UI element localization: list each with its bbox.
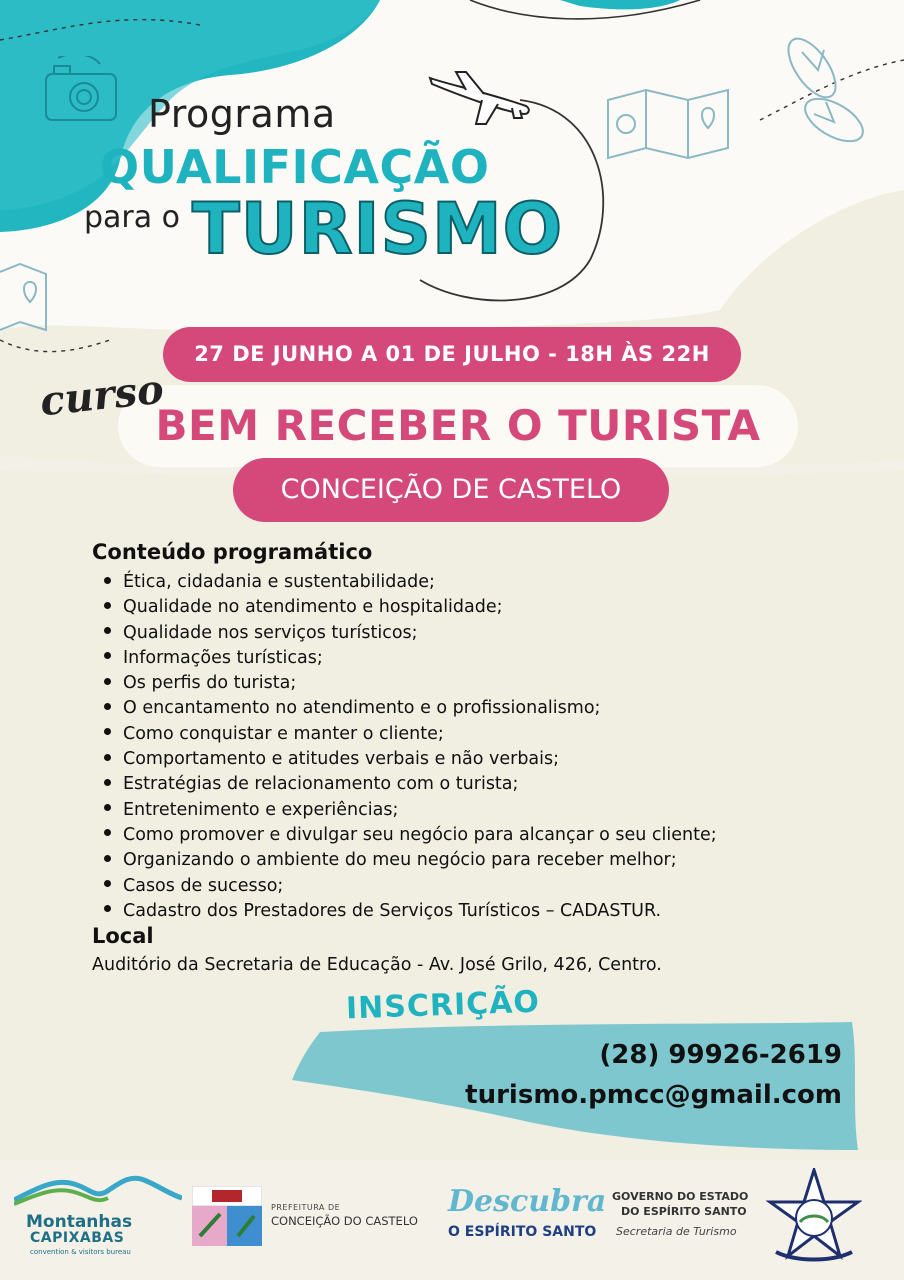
bullet-icon <box>104 905 111 912</box>
bullet-icon <box>104 779 111 786</box>
tourism-title: TURISMO <box>192 188 564 270</box>
list-item: O encantamento no atendimento e o profissionalismo; <box>104 696 717 721</box>
capixabas-text: CAPIXABAS <box>30 1230 125 1246</box>
list-item: Comportamento e atitudes verbais e não verbais; <box>104 747 717 772</box>
bullet-icon <box>104 678 111 685</box>
local-heading: Local <box>92 924 154 948</box>
airplane-icon <box>426 70 532 126</box>
qualification-title: QUALIFICAÇÃO <box>100 140 490 194</box>
content-heading: Conteúdo programático <box>92 540 373 564</box>
governo-line2: DO ESPÍRITO SANTO <box>621 1205 747 1218</box>
list-item: Entretenimento e experiências; <box>104 798 717 823</box>
map-icon <box>0 262 50 338</box>
state-coat-of-arms-icon <box>766 1168 862 1264</box>
map-icon <box>604 86 732 162</box>
program-label: Programa <box>148 92 336 136</box>
bullet-icon <box>104 627 111 634</box>
course-label: curso <box>37 365 166 426</box>
list-item: Como conquistar e manter o cliente; <box>104 722 717 747</box>
descubra-subtitle: O ESPÍRITO SANTO <box>448 1224 597 1240</box>
bullet-icon <box>104 728 111 735</box>
prefeitura-label: PREFEITURA DE <box>271 1203 341 1212</box>
convention-text: convention & visitors bureau <box>30 1248 131 1256</box>
secretaria-label: Secretaria de Turismo <box>616 1225 737 1238</box>
flip-flops-icon <box>780 30 866 152</box>
descubra-logo-text: Descubra <box>448 1184 607 1219</box>
montanhas-text: Montanhas <box>26 1212 133 1232</box>
municipal-coat-of-arms-icon <box>192 1186 262 1246</box>
bullet-icon <box>104 880 111 887</box>
bullet-icon <box>104 703 111 710</box>
prefeitura-name: CONCEIÇÃO DO CASTELO <box>271 1214 418 1228</box>
local-address: Auditório da Secretaria de Educação - Av. José Grilo, 426, Centro. <box>92 955 662 975</box>
camera-icon <box>40 56 122 128</box>
city-badge: CONCEIÇÃO DE CASTELO <box>233 458 669 522</box>
list-item: Informações turísticas; <box>104 646 717 671</box>
list-item: Qualidade nos serviços turísticos; <box>104 621 717 646</box>
para-o-label: para o <box>84 200 181 235</box>
bullet-icon <box>104 804 111 811</box>
bullet-icon <box>104 652 111 659</box>
content-list <box>104 570 717 924</box>
bullet-icon <box>104 577 111 584</box>
bullet-icon <box>104 855 111 862</box>
bullet-icon <box>104 829 111 836</box>
list-item: Estratégias de relacionamento com o turista; <box>104 772 717 797</box>
list-item: Qualidade no atendimento e hospitalidade; <box>104 595 717 620</box>
list-item: Os perfis do turista; <box>104 671 717 696</box>
list-item: Organizando o ambiente do meu negócio para receber melhor; <box>104 848 717 873</box>
date-time-badge: 27 DE JUNHO A 01 DE JULHO - 18H ÀS 22H <box>163 327 741 382</box>
bullet-icon <box>104 602 111 609</box>
list-item: Casos de sucesso; <box>104 874 717 899</box>
list-item: Cadastro dos Prestadores de Serviços Turísticos – CADASTUR. <box>104 899 717 924</box>
list-item: Como promover e divulgar seu negócio para alcançar o seu cliente; <box>104 823 717 848</box>
list-item: Ética, cidadania e sustentabilidade; <box>104 570 717 595</box>
course-title: BEM RECEBER O TURISTA <box>155 401 761 450</box>
contact-phone[interactable]: (28) 99926-2619 <box>599 1040 842 1070</box>
contact-email[interactable]: turismo.pmcc@gmail.com <box>465 1080 842 1110</box>
bullet-icon <box>104 754 111 761</box>
registration-heading: INSCRIÇÃO <box>345 984 541 1027</box>
governo-line1: GOVERNO DO ESTADO <box>612 1190 749 1203</box>
